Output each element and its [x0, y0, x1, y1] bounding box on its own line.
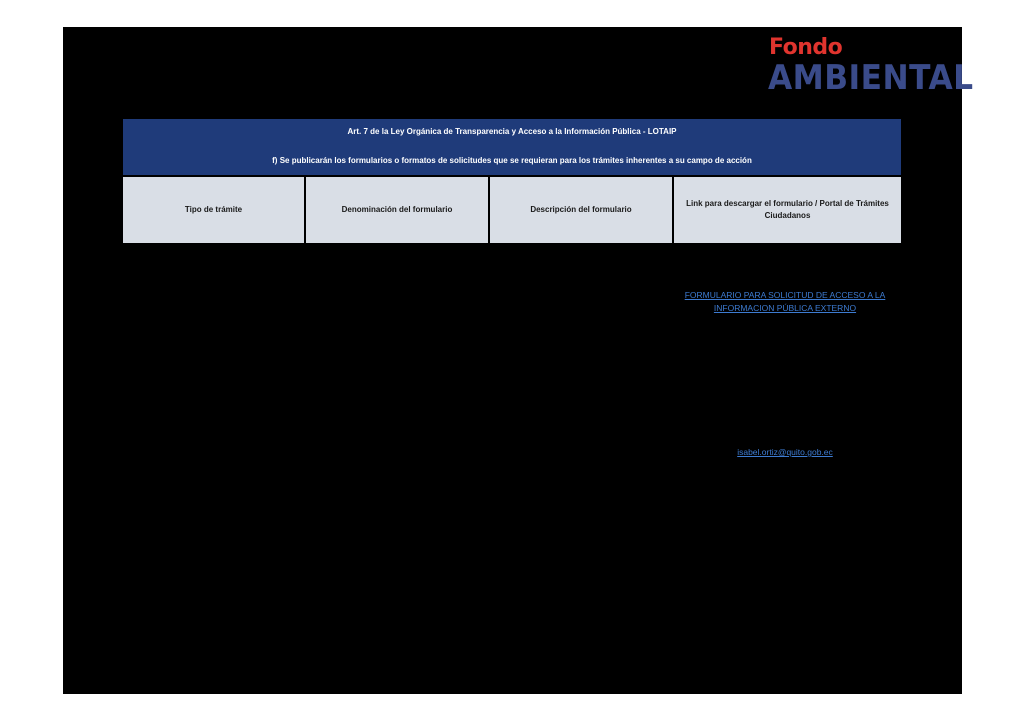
table-title: Art. 7 de la Ley Orgánica de Transparencia y Acceso a la Información Pública - LOTAIP [347, 127, 677, 136]
column-header-row [123, 177, 901, 243]
column-header-descripcion: Descripción del formulario [490, 177, 672, 243]
column-header-tipo-tramite: Tipo de trámite [123, 177, 304, 243]
table-subtitle: f) Se publicarán los formularios o formatos de solicitudes que se requieran para los trámites inherentes a su campo de acción [272, 156, 752, 165]
form-download-link[interactable]: FORMULARIO PARA SOLICITUD DE ACCESO A LA INFORMACION PÚBLICA EXTERNO [684, 290, 886, 313]
fondo-ambiental-logo [768, 35, 974, 98]
logo-line-fondo: Fondo [769, 35, 843, 60]
table-title-band [123, 119, 901, 175]
column-header-denominacion: Denominación del formulario [306, 177, 488, 243]
document-page [63, 27, 974, 694]
logo-line-ambiental: AMBIENTAL [768, 58, 974, 98]
column-header-link: Link para descargar el formulario / Portal de Trámites Ciudadanos [674, 177, 901, 243]
contact-email-link[interactable]: isabel.ortiz@quito.gob.ec [737, 447, 833, 457]
